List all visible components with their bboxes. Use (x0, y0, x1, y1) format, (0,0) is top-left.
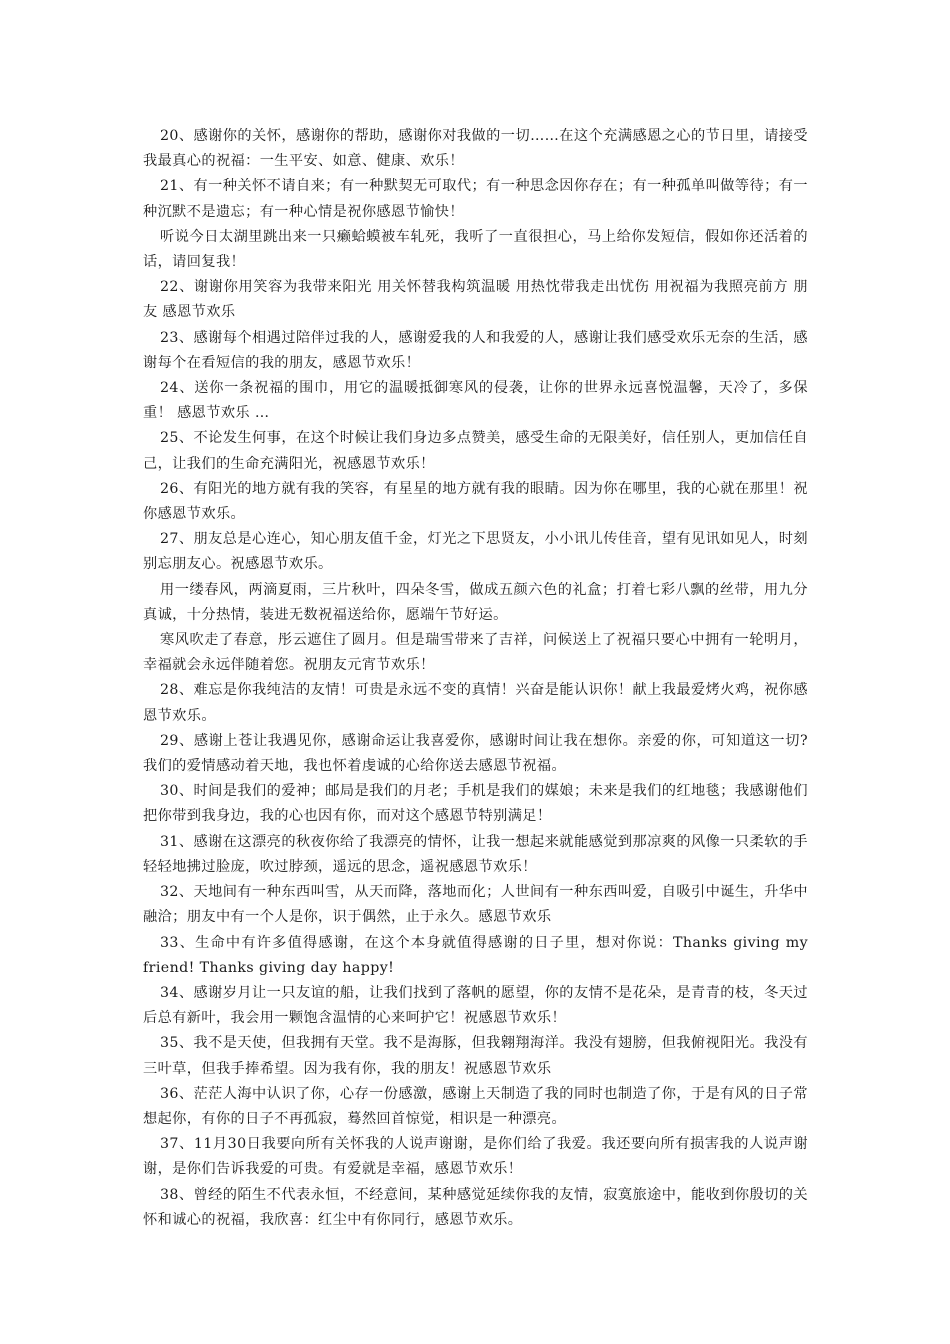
paragraph-27: 27、朋友总是心连心，知心朋友值千金，灯光之下思贤友，小小讯儿传佳音，望有见讯如见人，时刻别忘朋友心。祝感恩节欢乐。 (143, 531, 808, 573)
paragraph-unnumbered-2: 用一缕春风，两滴夏雨，三片秋叶，四朵冬雪，做成五颜六色的礼盒；打着七彩八飘的丝带，用九分真诚，十分热情，装进无数祝福送给你，愿端午节好运。 (143, 581, 808, 623)
paragraph-26: 26、有阳光的地方就有我的笑容，有星星的地方就有我的眼睛。因为你在哪里，我的心就在那里！祝你感恩节欢乐。 (143, 480, 808, 523)
paragraph-22: 22、谢谢你用笑容为我带来阳光 用关怀替我构筑温暖 用热忱带我走出忧伤 用祝福为我照亮前方 朋友 感恩节欢乐 (143, 279, 808, 321)
paragraph-25: 25、不论发生何事，在这个时候让我们身边多点赞美，感受生命的无限美好，信任别人，更加信任自己，让我们的生命充满阳光，祝感恩节欢乐！ (143, 430, 808, 472)
paragraph-unnumbered-3: 寒风吹走了春意，彤云遮住了圆月。但是瑞雪带来了吉祥，问候送上了祝福只要心中拥有一轮明月，幸福就会永远伴随着您。祝朋友元宵节欢乐！ (143, 632, 808, 674)
paragraph-23: 23、感谢每个相遇过陪伴过我的人，感谢爱我的人和我爱的人，感谢让我们感受欢乐无奈的生活，感谢每个在看短信的我的朋友，感恩节欢乐！ (143, 329, 808, 371)
document-body (143, 124, 808, 1233)
paragraph-33: 33、生命中有许多值得感谢，在这个本身就值得感谢的日子里，想对你说：Thanks giving my friend! Thanks giving day happy! (143, 934, 808, 976)
paragraph-30: 30、时间是我们的爱神；邮局是我们的月老；手机是我们的媒娘；未来是我们的红地毯；我感谢他们把你带到我身边，我的心也因有你，而对这个感恩节特别满足！ (143, 783, 808, 825)
paragraph-29: 29、感谢上苍让我遇见你，感谢命运让我喜爱你，感谢时间让我在想你。亲爱的你，可知道这一切?我们的爱情感动着天地，我也怀着虔诚的心给你送去感恩节祝福。 (143, 732, 808, 775)
paragraph-36: 36、茫茫人海中认识了你，心存一份感激，感谢上天制造了我的同时也制造了你，于是有风的日子常想起你，有你的日子不再孤寂，蓦然回首惊觉，相识是一种漂亮。 (143, 1085, 808, 1127)
paragraph-unnumbered-1: 听说今日太湖里跳出来一只癞蛤蟆被车轧死，我听了一直很担心，马上给你发短信，假如你还活着的话，请回复我！ (143, 228, 808, 271)
paragraph-32: 32、天地间有一种东西叫雪，从天而降，落地而化；人世间有一种东西叫爱，自吸引中诞生，升华中融洽；朋友中有一个人是你，识于偶然，止于永久。感恩节欢乐 (143, 884, 808, 926)
paragraph-34: 34、感谢岁月让一只友谊的船，让我们找到了落帆的愿望，你的友情不是花朵，是青青的枝，冬天过后总有新叶，我会用一颗饱含温情的心来呵护它！祝感恩节欢乐！ (143, 984, 808, 1027)
paragraph-24: 24、送你一条祝福的围巾，用它的温暖抵御寒风的侵袭，让你的世界永远喜悦温馨，天冷了，多保重！ 感恩节欢乐 … (143, 380, 808, 422)
paragraph-28: 28、难忘是你我纯洁的友情！可贵是永远不变的真情！兴奋是能认识你！献上我最爱烤火鸡，祝你感恩节欢乐。 (143, 682, 808, 724)
paragraph-20: 20、感谢你的关怀，感谢你的帮助，感谢你对我做的一切……在这个充满感恩之心的节日里，请接受我最真心的祝福：一生平安、如意、健康、欢乐！ (143, 128, 808, 170)
paragraph-38: 38、曾经的陌生不代表永恒，不经意间，某种感觉延续你我的友情，寂寞旅途中，能收到你殷切的关怀和诚心的祝福，我欣喜：红尘中有你同行，感恩节欢乐。 (143, 1186, 808, 1228)
paragraph-21: 21、有一种关怀不请自来；有一种默契无可取代；有一种思念因你存在；有一种孤单叫做等待；有一种沉默不是遗忘；有一种心情是祝你感恩节愉快！ (143, 178, 808, 220)
paragraph-31: 31、感谢在这漂亮的秋夜你给了我漂亮的情怀，让我一想起来就能感觉到那凉爽的风像一只柔软的手轻轻地拂过脸庞，吹过脖颈，遥远的思念，遥祝感恩节欢乐！ (143, 833, 808, 875)
paragraph-35: 35、我不是天使，但我拥有天堂。我不是海豚，但我翱翔海洋。我没有翅膀，但我俯视阳光。我没有三叶草，但我手捧希望。因为我有你，我的朋友！祝感恩节欢乐 (143, 1035, 808, 1077)
paragraph-37: 37、11月30日我要向所有关怀我的人说声谢谢，是你们给了我爱。我还要向所有损害我的人说声谢谢，是你们告诉我爱的可贵。有爱就是幸福，感恩节欢乐！ (143, 1136, 808, 1178)
